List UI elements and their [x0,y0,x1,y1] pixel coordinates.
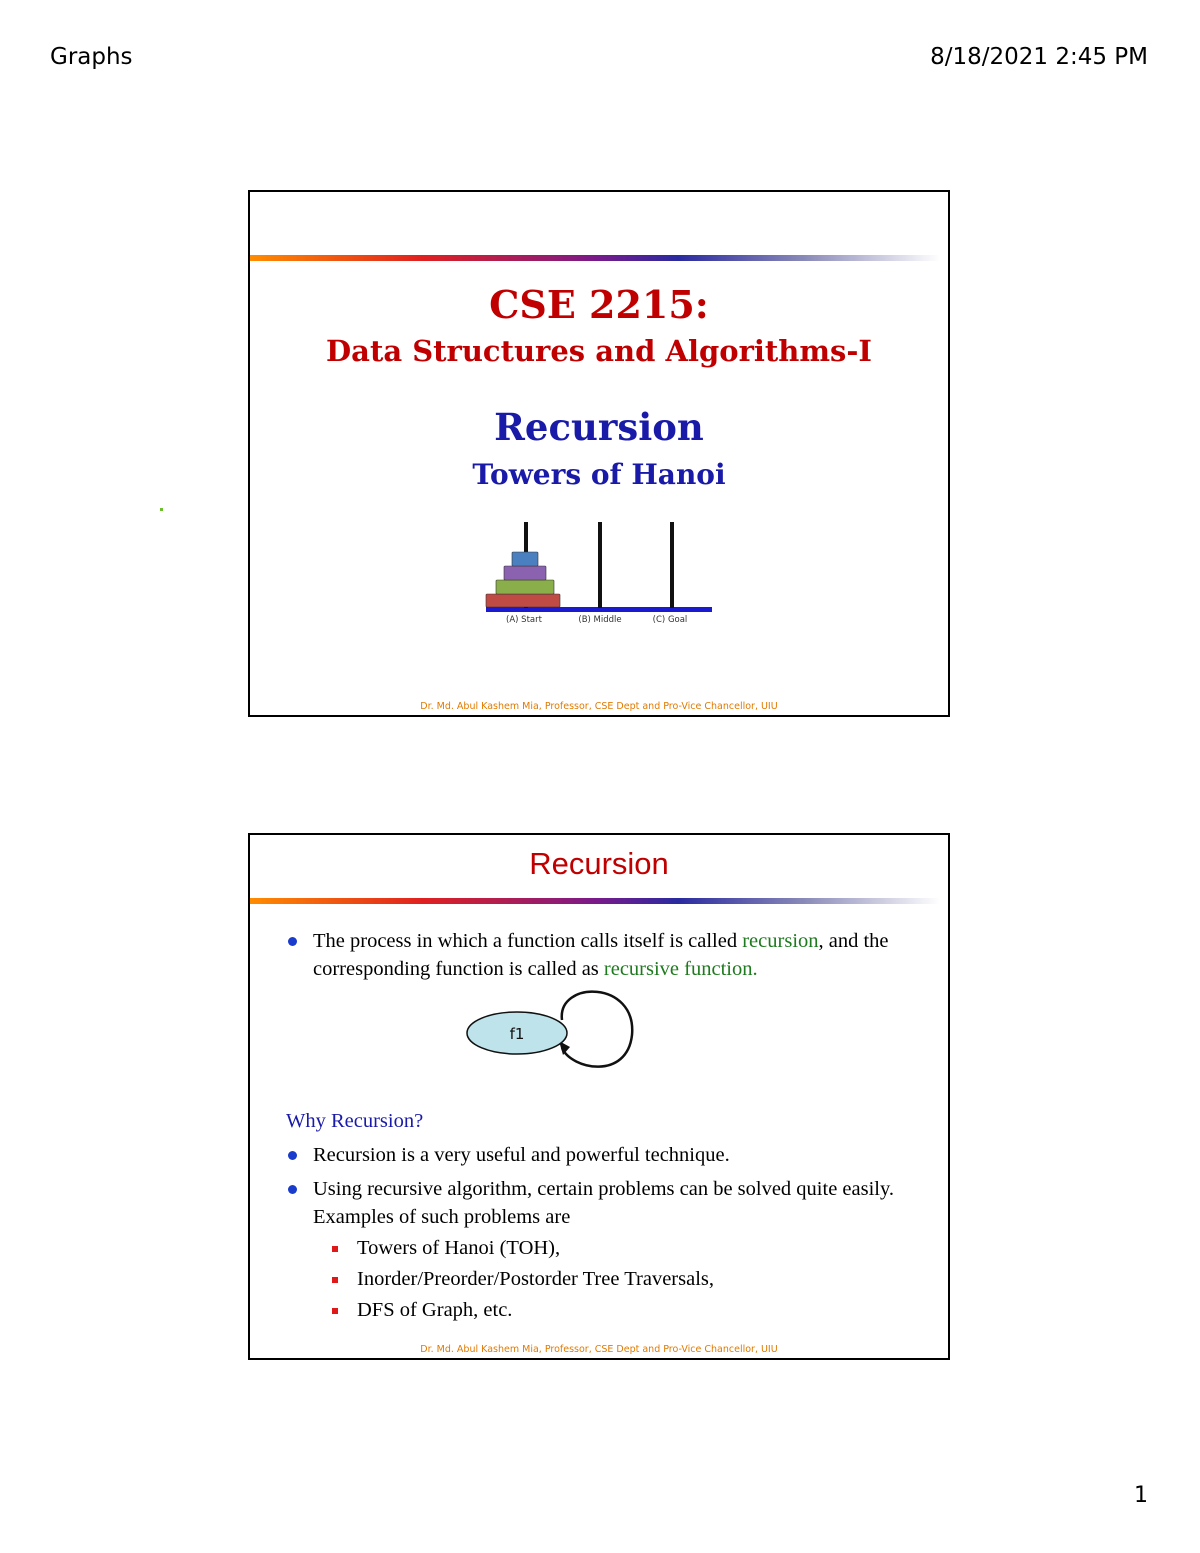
topic-title: Recursion [494,405,704,449]
gradient-divider [250,255,940,261]
gradient-divider [250,898,940,904]
peg-b [598,522,602,608]
example-item: DFS of Graph, etc. [286,1297,926,1324]
print-datetime: 8/18/2021 2:45 PM [930,44,1148,70]
self-loop-arrow [562,992,632,1067]
disk-3 [496,580,554,594]
term-recursive-function: recursive function. [603,958,758,980]
disk-2 [504,566,546,580]
course-name: Data Structures and Algorithms-I [326,334,872,368]
peg-label-b: (B) Middle [578,615,622,625]
bullet-examples: Using recursive algorithm, certain problems can be solved quite easily. Examples of such problems are [286,1175,926,1231]
term-recursion: recursion [742,930,819,952]
example-item: Towers of Hanoi (TOH), [286,1235,926,1262]
definition-text: The process in which a function calls itself is called [313,930,743,952]
peg-c [670,522,674,608]
bullet-useful: Recursion is a very useful and powerful technique. [286,1141,926,1169]
slide-footer: Dr. Md. Abul Kashem Mia, Professor, CSE Dept and Pro-Vice Chancellor, UIU [420,1344,778,1355]
subtopic-title: Towers of Hanoi [472,458,726,491]
slide-2 [248,833,950,1360]
slide-title: Recursion [529,846,669,881]
course-code: CSE 2215: [489,282,709,327]
disk-1 [512,552,538,566]
slide-footer: Dr. Md. Abul Kashem Mia, Professor, CSE Dept and Pro-Vice Chancellor, UIU [420,701,778,712]
slide-1 [248,190,950,717]
why-recursion-heading: Why Recursion? [286,1110,424,1132]
page-number: 1 [1134,1483,1148,1508]
towers-of-hanoi-illustration [480,520,720,630]
margin-dot [160,508,163,511]
document-title: Graphs [50,44,133,70]
peg-label-c: (C) Goal [652,615,688,625]
self-recursion-diagram [462,985,637,1080]
bullet-definition [286,927,926,983]
example-item: Inorder/Preorder/Postorder Tree Traversals, [286,1266,926,1293]
definition-text-cont: , and the corresponding function is called as [313,930,889,980]
disk-4 [486,594,560,607]
function-node-label: f1 [509,1025,525,1043]
peg-label-a: (A) Start [506,615,542,625]
